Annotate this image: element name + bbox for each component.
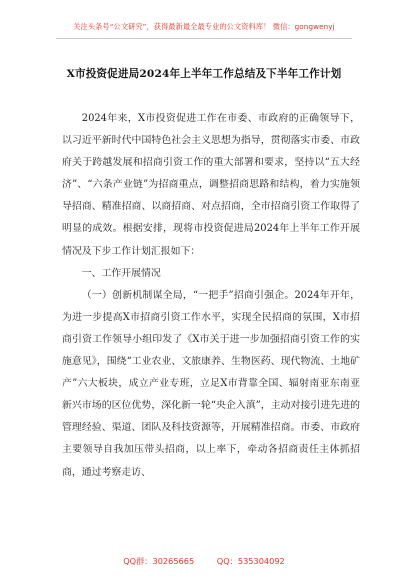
header-banner: 关注头条号“公文研究”，获得最新最全最专业的公文资料库！ 微信：gongwenyj [73,22,335,31]
footer-qq-contact: QQ：535304092 [216,556,285,566]
document-body [62,108,360,484]
intro-paragraph: 2024年来，X市投资促进工作在市委、市政府的正确领导下，以习近平新时代中国特色社会主义思想为指导，贯彻落实市委、市政府关于跨越发展和招商引资工作的重大部署和要求，坚持以“五大经济”、“六条产业链”为招商重点，调整招商思路和结构，着力实施领导招商、精准招商、以商招商、对点招商，全市招商引资工作取得了明显的成效。根据安排，现将市投资促进局2024年上半年工作开展情况及下步工作计划汇报如下： [62,113,360,257]
section-heading: 一、工作开展情况 [81,267,161,279]
footer-qq-group: QQ群：30265665 [123,556,195,566]
header-divider [56,38,352,39]
footer-contact [0,556,408,567]
body-paragraph: （一）创新机制谋全局，“一把手”招商引强企。2024年开年，为进一步提高X市招商引资工作水平，实现全民招商的氛围，X市招商引资工作领导小组印发了《X市关于进一步加强招商引资工作的实施意见》，围绕“工业农业、文旅康养、生物医药、现代物流、土地矿产”六大板块，成立产业专班，立足X市背靠全国、辐射南亚东南亚新兴市场的区位优势，深化新一轮“央企入滇”，主动对接引进先进的管理经验、渠道、团队及科技资源等，开展精准招商。市委、市政府主要领导自我加压带头招商，以上率下，牵动各招商责任主体抓招商，通过考察走访、 [62,289,360,478]
document-title: X市投资促进局2024年上半年工作总结及下半年工作计划 [66,68,342,80]
